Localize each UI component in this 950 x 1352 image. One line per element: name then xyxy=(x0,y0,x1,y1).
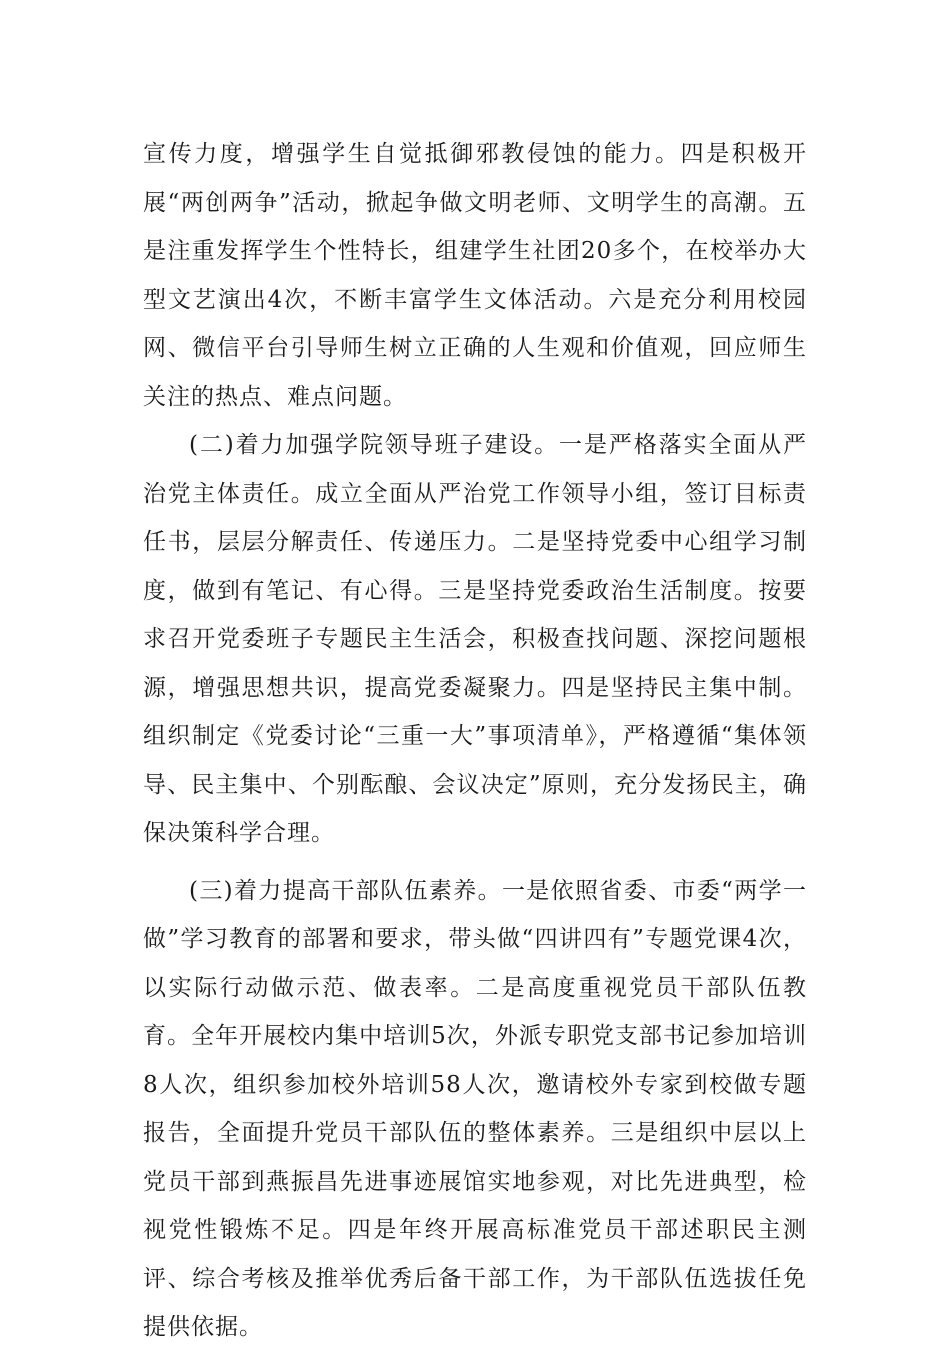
paragraph-leadership-team: (二)着力加强学院领导班子建设。一是严格落实全面从严治党主体责任。成立全面从严治党工作领导小组，签订目标责任书，层层分解责任、传递压力。二是坚持党委中心组学习制度，做到有笔记、有心得。三是坚持党委政治生活制度。按要求召开党委班子专题民主生活会，积极查找问题、深挖问题根源，增强思想共识，提高党委凝聚力。四是坚持民主集中制。组织制定《党委讨论“三重一大”事项清单》，严格遵循“集体领导、民主集中、个别酝酿、会议决定”原则，充分发扬民主，确保决策科学合理。 xyxy=(143,432,807,846)
paragraph-cadre-quality: (三)着力提高干部队伍素养。一是依照省委、市委“两学一做”学习教育的部署和要求，带头做“四讲四有”专题党课4次，以实际行动做示范、做表率。二是高度重视党员干部队伍教育。全年开展校内集中培训5次，外派专职党支部书记参加培训8人次，组织参加校外培训58人次，邀请校外专家到校做专题报告，全面提升党员干部队伍的整体素养。三是组织中层以上党员干部到燕振昌先进事迹展馆实地参观，对比先进典型，检视党性锻炼不足。四是年终开展高标准党员干部述职民主测评、综合考核及推举优秀后备干部工作，为干部队伍选拔任免提供依据。 xyxy=(143,877,807,1340)
paragraph-continuation: 宣传力度，增强学生自觉抵御邪教侵蚀的能力。四是积极开展“两创两争”活动，掀起争做文明老师、文明学生的高潮。五是注重发挥学生个性特长，组建学生社团20多个，在校举办大型文艺演出4次，不断丰富学生文体活动。六是充分利用校园网、微信平台引导师生树立正确的人生观和价值观，回应师生关注的热点、难点问题。 xyxy=(143,141,807,410)
document-page xyxy=(143,130,807,1352)
